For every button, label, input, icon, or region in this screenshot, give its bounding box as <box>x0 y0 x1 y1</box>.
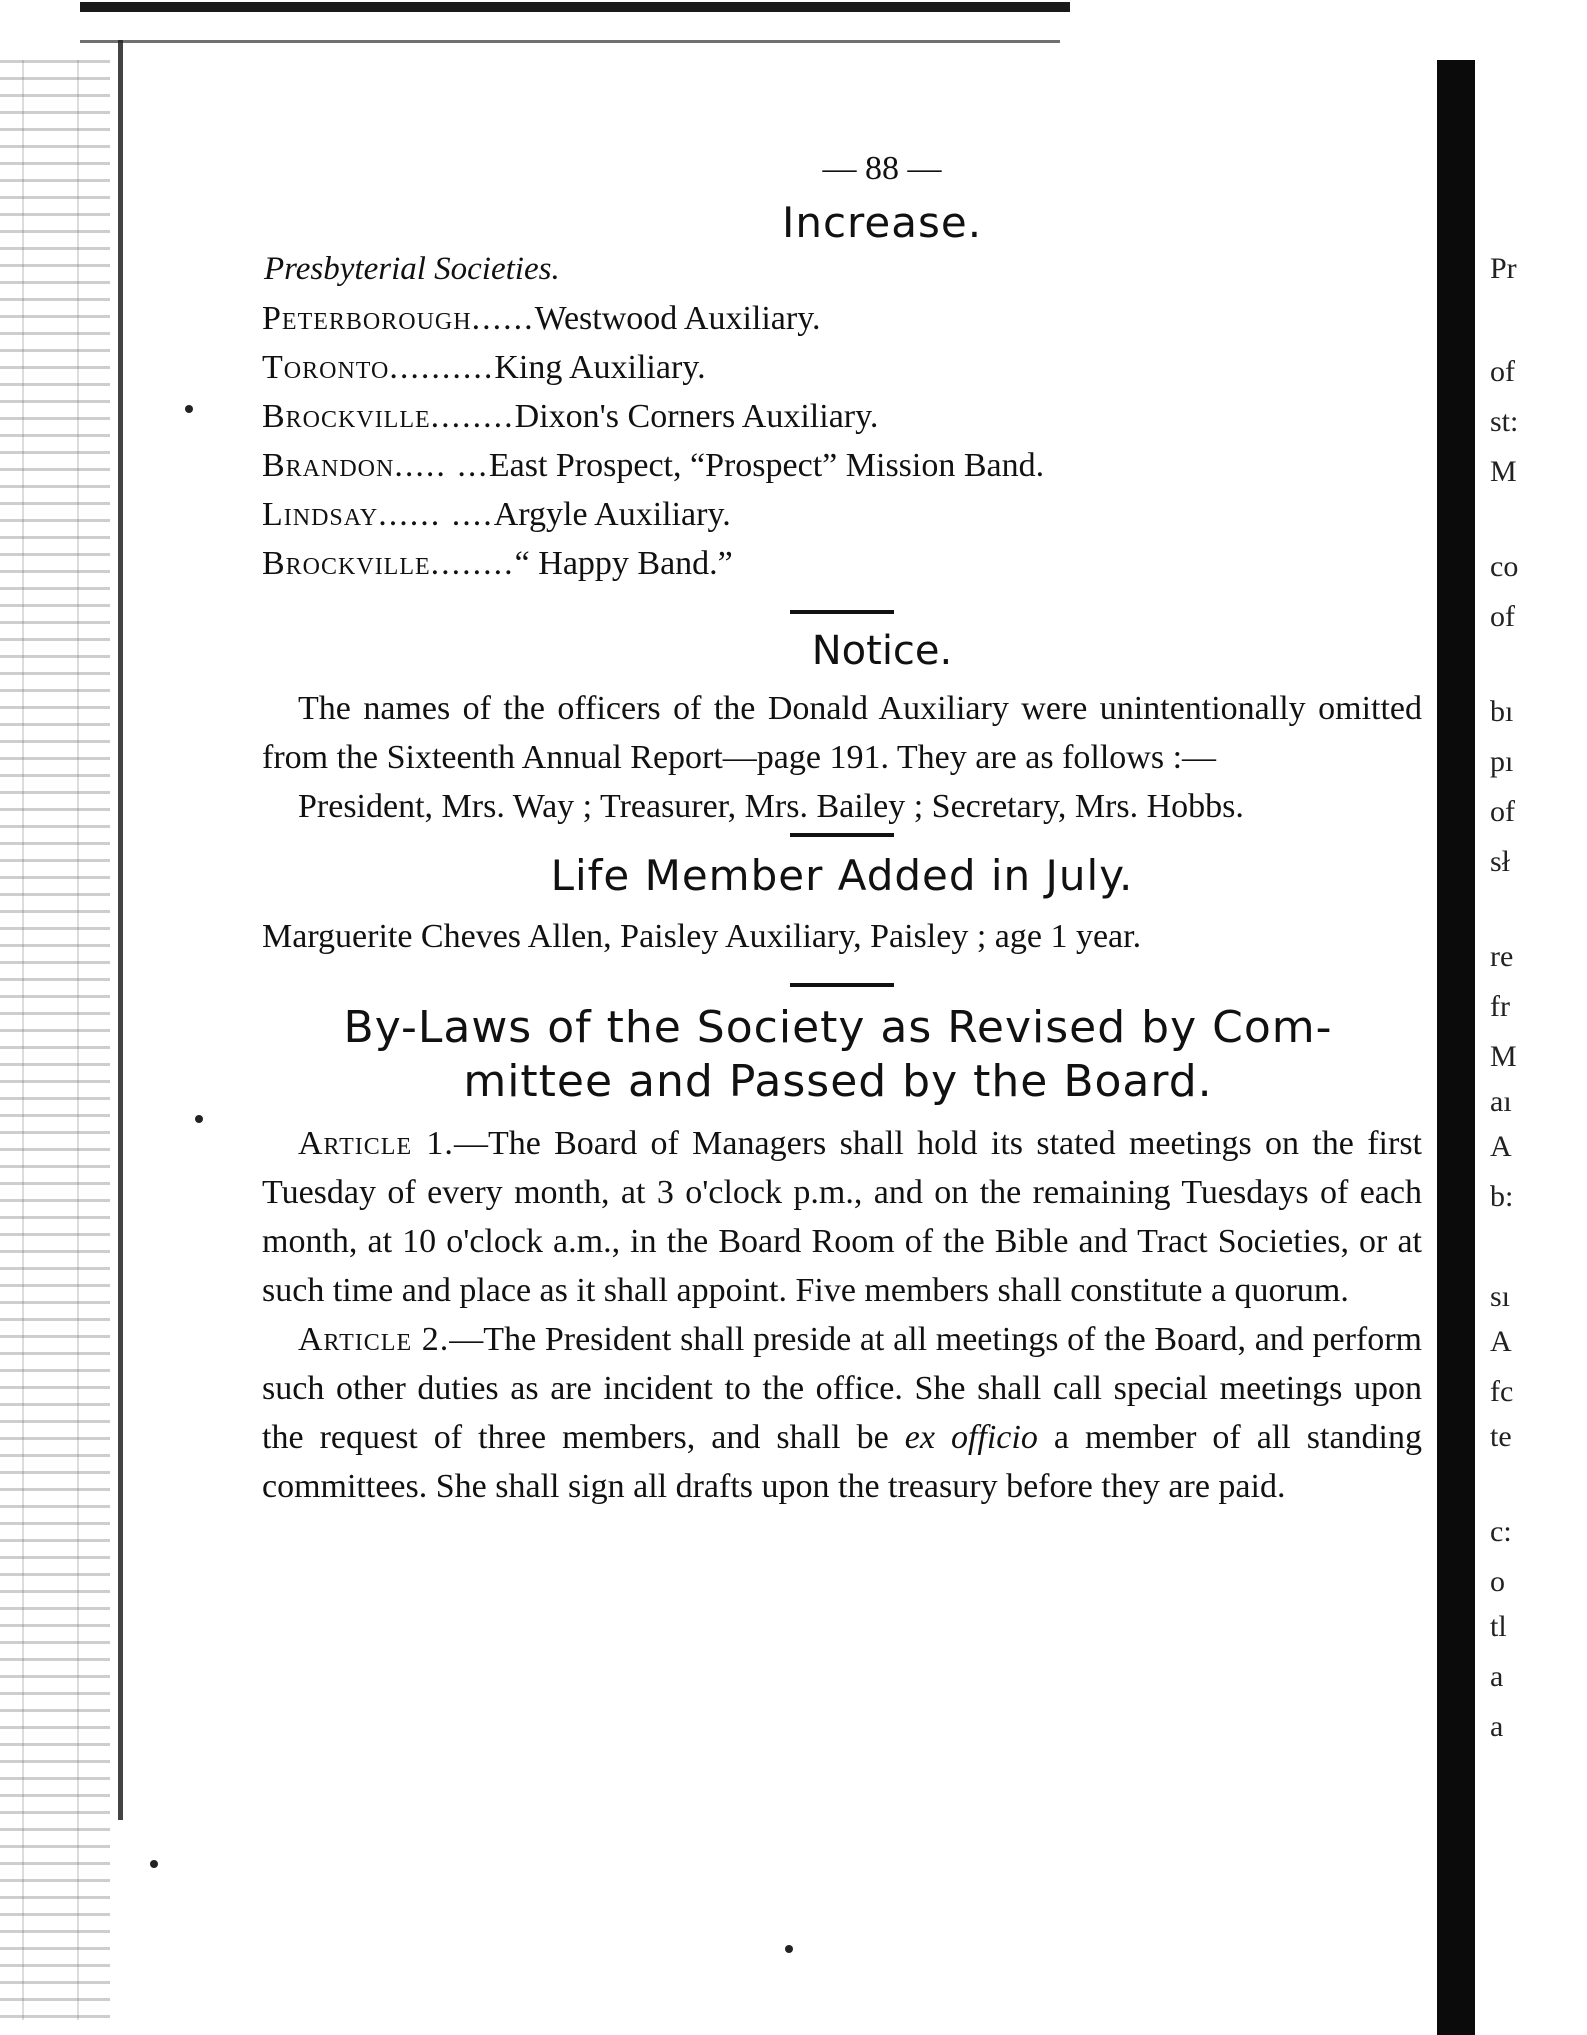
facing-fragment: A <box>1490 1130 1512 1163</box>
article-2 <box>262 1315 1422 1511</box>
document-page <box>262 150 1422 1511</box>
facing-page-fragments <box>1490 0 1587 2035</box>
facing-fragment: aı <box>1490 1085 1512 1118</box>
section-divider <box>790 610 894 614</box>
book-gutter <box>1437 60 1475 2035</box>
notice-paragraph: The names of the officers of the Donald Auxiliary were unintentionally omitted from the Sixteenth Annual Report—page 191. They are as follows :— <box>262 690 1422 776</box>
list-item <box>262 343 1422 392</box>
scan-left-margin-noise <box>0 60 110 2020</box>
facing-fragment: re <box>1490 940 1514 973</box>
society-name: Brockville <box>262 545 431 582</box>
article-text: —The President shall preside at all meetings of the Board, and perform such other duties as are incident to the office. She shall call special meetings upon the request of three members, and shall be <box>262 1321 1422 1456</box>
leader-dots: ...... .... <box>378 496 494 533</box>
facing-fragment: Pr <box>1490 252 1517 285</box>
scan-top-edge <box>80 2 1070 12</box>
facing-fragment: A <box>1490 1325 1512 1358</box>
life-member-heading: Life Member Added in July. <box>550 851 1134 900</box>
article-1 <box>262 1119 1422 1315</box>
notice-section <box>262 628 1422 831</box>
society-name: Brandon <box>262 447 395 484</box>
article-italic-phrase: ex officio <box>904 1419 1038 1456</box>
section-divider <box>790 833 894 837</box>
facing-fragment: tl <box>1490 1610 1507 1643</box>
auxiliary-name: Argyle Auxiliary. <box>493 496 731 533</box>
facing-fragment: fr <box>1490 990 1510 1023</box>
facing-fragment: c: <box>1490 1515 1512 1548</box>
scan-top-rule <box>80 40 1060 43</box>
facing-fragment: bı <box>1490 695 1514 728</box>
facing-fragment: of <box>1490 355 1515 388</box>
list-item <box>262 392 1422 441</box>
list-item <box>262 539 1422 588</box>
leader-dots: ........ <box>430 545 515 582</box>
bylaws-heading-line1: By-Laws of the Society as Revised by Com- <box>343 1002 1333 1053</box>
list-item <box>262 441 1422 490</box>
bylaws-heading <box>254 1001 1422 1109</box>
life-member-entry: Marguerite Cheves Allen, Paisley Auxiliary, Paisley ; age 1 year. <box>262 918 1142 955</box>
society-name: Lindsay <box>262 496 379 533</box>
facing-fragment: co <box>1490 550 1519 583</box>
page-number: — 88 — <box>822 150 942 187</box>
facing-fragment: of <box>1490 795 1515 828</box>
scan-left-border <box>118 40 123 1820</box>
auxiliary-name: Westwood Auxiliary. <box>534 300 821 337</box>
facing-fragment: M <box>1490 1040 1517 1073</box>
scan-speck <box>185 405 193 413</box>
facing-fragment: b: <box>1490 1180 1514 1213</box>
leader-dots: ...... <box>471 300 535 337</box>
leader-dots: ..... ... <box>394 447 489 484</box>
notice-heading: Notice. <box>811 628 953 674</box>
scan-speck <box>195 1115 203 1123</box>
society-name: Toronto <box>262 349 390 386</box>
leader-dots: ........ <box>430 398 515 435</box>
bylaws-heading-line2: mittee and Passed by the Board. <box>463 1056 1213 1107</box>
society-name: Peterborough <box>262 300 472 337</box>
officers-paragraph: President, Mrs. Way ; Treasurer, Mrs. Bailey ; Secretary, Mrs. Hobbs. <box>298 788 1244 825</box>
article-text: —The Board of Managers shall hold its stated meetings on the first Tuesday of every month, at 3 o'clock p.m., and on the remaining Tuesdays of each month, at 10 o'clock a.m., in the Board Room of the Bible and Tract Societies, or at such time and place as it shall appoint. Five members shall constitute a quorum. <box>262 1125 1422 1309</box>
facing-fragment: o <box>1490 1565 1505 1598</box>
increase-list <box>262 294 1422 588</box>
facing-fragment: sł <box>1490 845 1511 878</box>
facing-fragment: a <box>1490 1660 1504 1693</box>
facing-fragment: fc <box>1490 1375 1514 1408</box>
section-divider <box>790 983 894 987</box>
facing-fragment: st: <box>1490 405 1519 438</box>
society-name: Brockville <box>262 398 431 435</box>
increase-heading: Increase. <box>781 198 983 247</box>
list-item <box>262 490 1422 539</box>
increase-subtitle: Presbyterial Societies. <box>264 251 560 287</box>
auxiliary-name: “ Happy Band.” <box>514 545 733 582</box>
life-member-section <box>262 851 1422 961</box>
bylaws-section <box>262 1001 1422 1511</box>
auxiliary-name: King Auxiliary. <box>494 349 706 386</box>
increase-section <box>262 198 1422 588</box>
scan-speck <box>150 1860 158 1868</box>
facing-fragment: te <box>1490 1420 1512 1453</box>
facing-fragment: pı <box>1490 745 1514 778</box>
facing-fragment: of <box>1490 600 1515 633</box>
leader-dots: .......... <box>389 349 495 386</box>
facing-fragment: a <box>1490 1710 1504 1743</box>
article-text: a member of all standing committees. She shall sign all drafts upon the treasury before they are paid. <box>262 1419 1422 1505</box>
facing-fragment: M <box>1490 455 1517 488</box>
list-item <box>262 294 1422 343</box>
facing-fragment: sı <box>1490 1280 1511 1313</box>
scan-speck <box>785 1945 793 1953</box>
article-label: Article 1. <box>298 1125 454 1162</box>
article-label: Article 2. <box>298 1321 450 1358</box>
auxiliary-name: Dixon's Corners Auxiliary. <box>514 398 879 435</box>
auxiliary-name: East Prospect, “Prospect” Mission Band. <box>488 447 1045 484</box>
